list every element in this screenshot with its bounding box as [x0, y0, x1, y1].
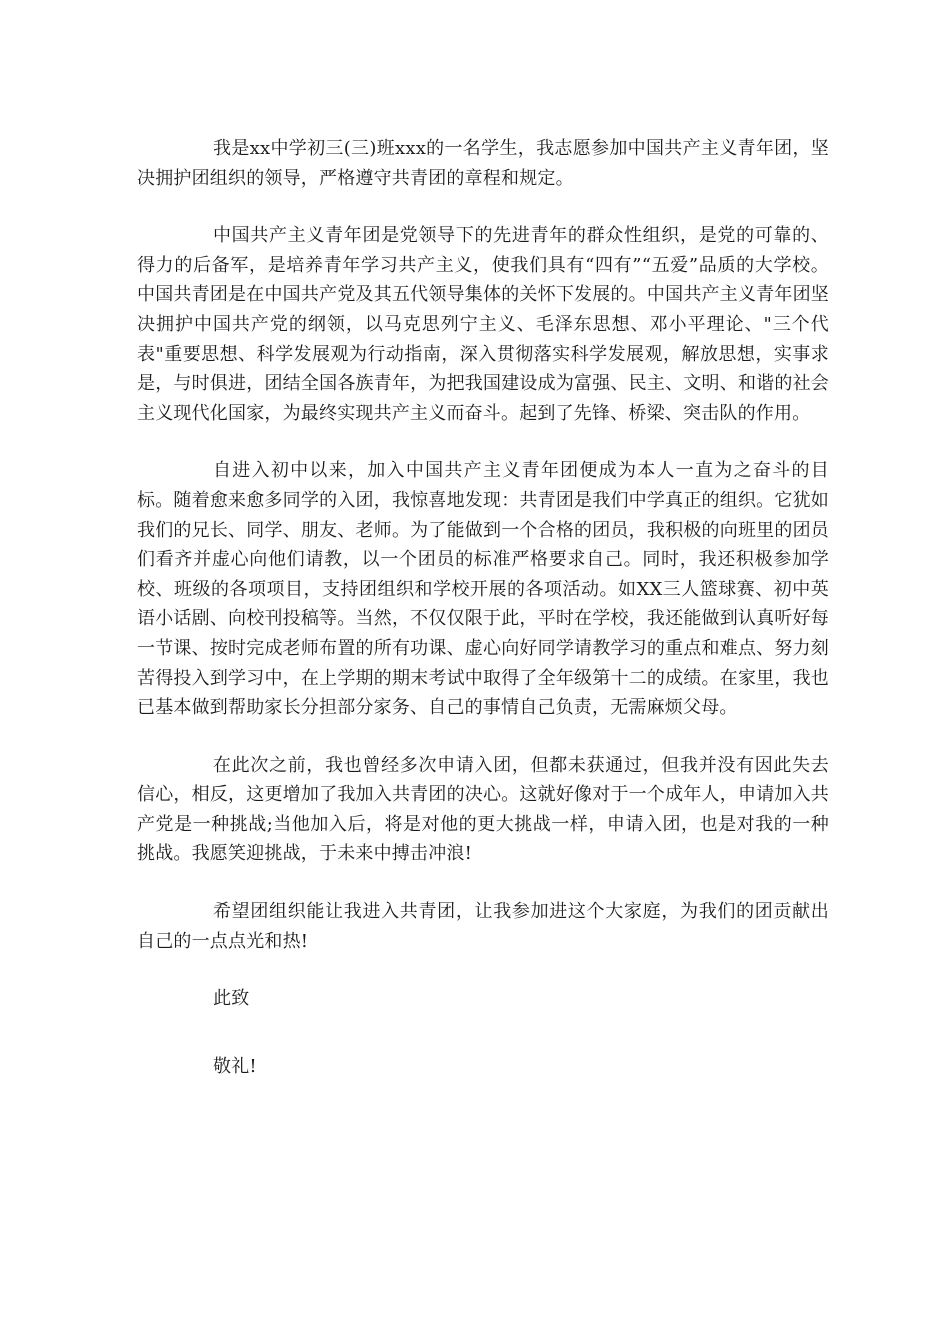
- closing-salutation: 此致: [213, 988, 250, 1010]
- paragraph-intro: 我是xx中学初三(三)班xxx的一名学生，我志愿参加中国共产主义青年团，坚决拥护团组织的领导，严格遵守共青团的章程和规定。: [137, 138, 829, 189]
- closing-regards: 敬礼!: [213, 1055, 257, 1077]
- paragraph-hope: 希望团组织能让我进入共青团，让我参加进这个大家庭，为我们的团贡献出自己的一点点光和热!: [137, 901, 829, 952]
- paragraph-about-league: 中国共产主义青年团是党领导下的先进青年的群众性组织，是党的可靠的、得力的后备军，是培养青年学习共产主义，使我们具有“四有”“五爱”品质的大学校。中国共青团是在中国共产党及其五代领导集体的关怀下发展的。中国共产主义青年团坚决拥护中国共产党的纲领，以马克思列宁主义、毛泽东思想、邓小平理论、"三个代表"重要思想、科学发展观为行动指南，深入贯彻落实科学发展观，解放思想，实事求是，与时俱进，团结全国各族青年，为把我国建设成为富强、民主、文明、和谐的社会主义现代化国家，为最终实现共产主义而奋斗。起到了先锋、桥梁、突击队的作用。: [137, 225, 829, 424]
- paragraph-personal-effort: 自进入初中以来，加入中国共产主义青年团便成为本人一直为之奋斗的目标。随着愈来愈多同学的入团，我惊喜地发现：共青团是我们中学真正的组织。它犹如我们的兄长、同学、朋友、老师。为了能做到一个合格的团员，我积极的向班里的团员们看齐并虚心向他们请教，以一个团员的标准严格要求自己。同时，我还积极参加学校、班级的各项项目，支持团组织和学校开展的各项活动。如XX三人篮球赛、初中英语小话剧、向校刊投稿等。当然，不仅仅限于此，平时在学校，我还能做到认真听好每一节课、按时完成老师布置的所有功课、虚心向好同学请教学习的重点和难点、努力刻苦得投入到学习中，在上学期的期末考试中取得了全年级第十二的成绩。在家里，我也已基本做到帮助家长分担部分家务、自己的事情自己负责，无需麻烦父母。: [137, 460, 829, 719]
- letter-body: [137, 134, 829, 1119]
- paragraph-previous-attempts: 在此次之前，我也曾经多次申请入团，但都未获通过，但我并没有因此失去信心，相反，这更增加了我加入共青团的决心。这就好像对于一个成年人，申请加入共产党是一种挑战;当他加入后，将是对他的更大挑战一样，申请入团，也是对我的一种挑战。我愿笑迎挑战，于未来中搏击冲浪!: [137, 754, 829, 865]
